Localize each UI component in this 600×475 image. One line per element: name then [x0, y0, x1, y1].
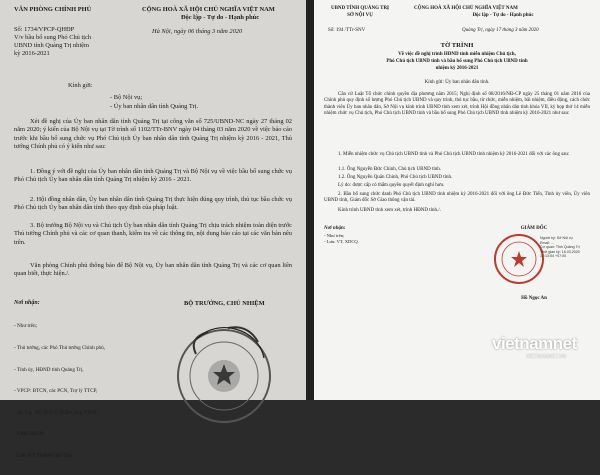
left-noi-nhan-item: - VPCP: BTCN, các PCN, Trợ lý TTCP, [14, 388, 98, 395]
right-date: Quảng Trị, ngày 17 tháng 3 năm 2020 [462, 28, 539, 33]
signature-line: Cơ quan: Tỉnh Quảng Trị [540, 245, 580, 250]
left-date: Hà Nội, ngày 06 tháng 3 năm 2020 [152, 28, 243, 35]
left-noi-nhan: Nơi nhận: [14, 300, 40, 306]
left-org-name: VĂN PHÒNG CHÍNH PHỦ [14, 6, 92, 13]
left-doc-number: Số: 1734/VPCP-QHĐP [14, 26, 75, 33]
red-stamp-icon [492, 232, 546, 286]
left-kinh-gui: Kính gửi: [68, 82, 93, 89]
left-signer-title: BỘ TRƯỞNG, CHỦ NHIỆM [184, 300, 265, 307]
left-noi-nhan-item: - Thủ tướng, các Phó Thủ tướng Chính phủ, [14, 345, 106, 352]
left-national-motto: CỘNG HOÀ XÃ HỘI CHỦ NGHĨA VIỆT NAM [142, 6, 275, 13]
left-paragraph-3: 2. Hội đồng nhân dân, Ủy ban nhân dân tỉnh Quảng Trị thực hiện đúng quy trình, thủ tục bầu chức vụ Phó Chủ tịch Ủy ban nhân dân tỉnh theo quy định của pháp luật. [14, 196, 292, 212]
right-closing: Kính trình UBND tỉnh xem xét, trình HĐND tỉnh./. [338, 208, 441, 213]
right-noi-nhan-list [324, 233, 359, 245]
signature-line: Email: ... [540, 240, 554, 245]
left-subject-line: V/v bầu bổ sung Phó Chủ tịch [14, 34, 92, 41]
right-subtitle-line: nhiệm kỳ 2016-2021 [435, 66, 479, 71]
right-item-2: 2. Bầu bổ sung chức danh Phó Chủ tịch UBND tỉnh nhiệm kỳ 2016-2021 đối với ông Lê Đức Tiến, Tỉnh ủy viên, Ủy viên UBND tỉnh, Giám đốc Sở Giao thông vận tải. [324, 192, 590, 204]
right-paragraph-1: Căn cứ Luật Tổ chức chính quyền địa phương năm 2015; Nghị định số 08/2016/NĐ-CP ngày 25 tháng 01 năm 2016 của Chính phủ quy định số lượng Phó Chủ tịch UBND và quy trình, thủ tục bầu, từ chức, miễn nhiệm, bãi nhiệm, điều động, cách chức thành viên Ủy ban nhân dân, Sở Nội vụ kính trình UBND tỉnh xem xét, trình Hội đồng nhân dân tỉnh khóa VII, kỳ họp thứ 14 miễn nhiệm chức vụ Chủ tịch, Phó Chủ tịch UBND tỉnh và bầu bổ sung Phó Chủ tịch UBND tỉnh nhiệm kỳ 2016-2021 như sau: [324, 92, 590, 117]
right-noi-nhan-item: - Lưu: VT, XDCQ. [324, 239, 359, 244]
right-title: TỜ TRÌNH [440, 42, 474, 49]
right-item-1a: 1.1. Ông Nguyễn Đức Chính, Chủ tịch UBND tỉnh. [338, 167, 441, 172]
right-national-motto: CỘNG HOÀ XÃ HỘI CHỦ NGHĨA VIỆT NAM [414, 6, 518, 11]
signature-line: Người ký: Sở Nội vụ [540, 236, 573, 240]
right-item-1: 1. Miễn nhiệm chức vụ Chủ tịch UBND tỉnh và Phó Chủ tịch UBND tỉnh nhiệm kỳ 2016-2021 đối với các ông sau: [338, 152, 570, 157]
left-motto-line: Độc lập - Tự do - Hạnh phúc [180, 14, 260, 21]
left-document [0, 0, 306, 460]
left-noi-nhan-item: - Lưu: VT, QHĐP (3b) Thuy [14, 453, 74, 460]
left-subject-line: kỳ 2016-2021 [14, 50, 50, 57]
left-noi-nhan-item: - Tỉnh ủy, HĐND tỉnh Quảng Trị, [14, 366, 84, 373]
signature-line: 17:13:54 +07:00 [540, 254, 567, 259]
left-paragraph-1: Xét đề nghị của Ủy ban nhân dân tỉnh Quảng Trị tại công văn số 725/UBND-NC ngày 27 tháng 02 năm 2020; ý kiến của Bộ Nội vụ tại Tờ trình số 1102/TTr-BNV ngày 04 tháng 03 năm 2020 về việc báo cáo trước khi bầu bổ sung chức vụ Phó Chủ tịch Ủy ban nhân dân tỉnh Quảng Trị nhiệm kỳ 2016 - 2021, Thủ tướng Chính phủ có ý kiến như sau: [14, 118, 292, 151]
right-subtitle-line: Phó Chủ tịch UBND tỉnh và bầu bổ sung Phó Chủ tịch UBND tỉnh [386, 59, 528, 64]
right-item-1b: 1.2. Ông Nguyễn Quân Chinh, Phó Chủ tịch UBND tỉnh. [338, 175, 453, 180]
page-gap [306, 0, 314, 400]
right-noi-nhan-item: - Như trên; [324, 233, 345, 238]
right-doc-number: Số: 194 /TTr-SNV [328, 28, 366, 33]
right-signer-title: GIÁM ĐỐC [520, 226, 548, 231]
right-item-1c: Lý do: được cấp có thẩm quyền quyết định nghỉ hưu. [338, 183, 445, 188]
left-recipient: - Ủy ban nhân dân tỉnh Quảng Trị. [110, 103, 199, 110]
left-noi-nhan-item: - Như trên; [14, 323, 37, 330]
left-noi-nhan-list [14, 309, 105, 475]
left-paragraph-2: 1. Đồng ý với đề nghị của Ủy ban nhân dân tỉnh Quảng Trị và Bộ Nội vụ về việc bầu bổ sung chức vụ Phó Chủ tịch Ủy ban nhân dân tỉnh Quảng Trị nhiệm kỳ 2016 - 2021. [14, 168, 292, 184]
left-recipient: - Bộ Nội vụ; [110, 94, 143, 101]
left-noi-nhan-item: VPBCSĐCP; [14, 431, 45, 438]
right-org-dept: SỞ NỘI VỤ [347, 13, 373, 18]
left-paragraph-4: 3. Bộ trưởng Bộ Nội vụ và Chủ tịch Ủy ban nhân dân tỉnh Quảng Trị chịu trách nhiệm toàn diện trước Thủ tướng Chính phủ và các cơ quan thanh, kiểm tra về các thông tin, nội dung báo cáo tại các văn bản nêu trên. [14, 222, 292, 246]
right-signer-name: Hồ Ngọc An [521, 296, 547, 301]
right-motto-line: Độc lập - Tự do - Hạnh phúc [472, 13, 534, 18]
right-subtitle-line: Về việc đề nghị trình HĐND tỉnh miễn nhiệm Chủ tịch, [398, 52, 516, 57]
right-kinh-gui: Kính gửi: Ủy ban nhân dân tỉnh. [424, 80, 490, 85]
government-seal-icon [168, 318, 280, 400]
right-org-name: UBND TỈNH QUẢNG TRỊ [330, 6, 390, 11]
vietnamnet-watermark-sub: VIETNAMNET.VN [526, 354, 567, 360]
digital-signature-block [540, 236, 580, 259]
signature-line: Thời gian ký: 16.03.2020 [540, 249, 580, 254]
vietnamnet-watermark: vietnamnet [492, 334, 577, 353]
left-noi-nhan-item: các Vụ: TH, TCCV; TGĐ Cổng TTĐT; [14, 409, 99, 416]
left-paragraph-5: Văn phòng Chính phủ thông báo để Bộ Nội vụ, Ủy ban nhân dân tỉnh Quảng Trị và các cơ quan liên quan biết, thực hiện./. [14, 262, 292, 278]
left-subject-line: UBND tỉnh Quảng Trị nhiệm [14, 42, 89, 49]
right-noi-nhan: Nơi nhận: [324, 226, 346, 231]
right-document [314, 0, 600, 400]
